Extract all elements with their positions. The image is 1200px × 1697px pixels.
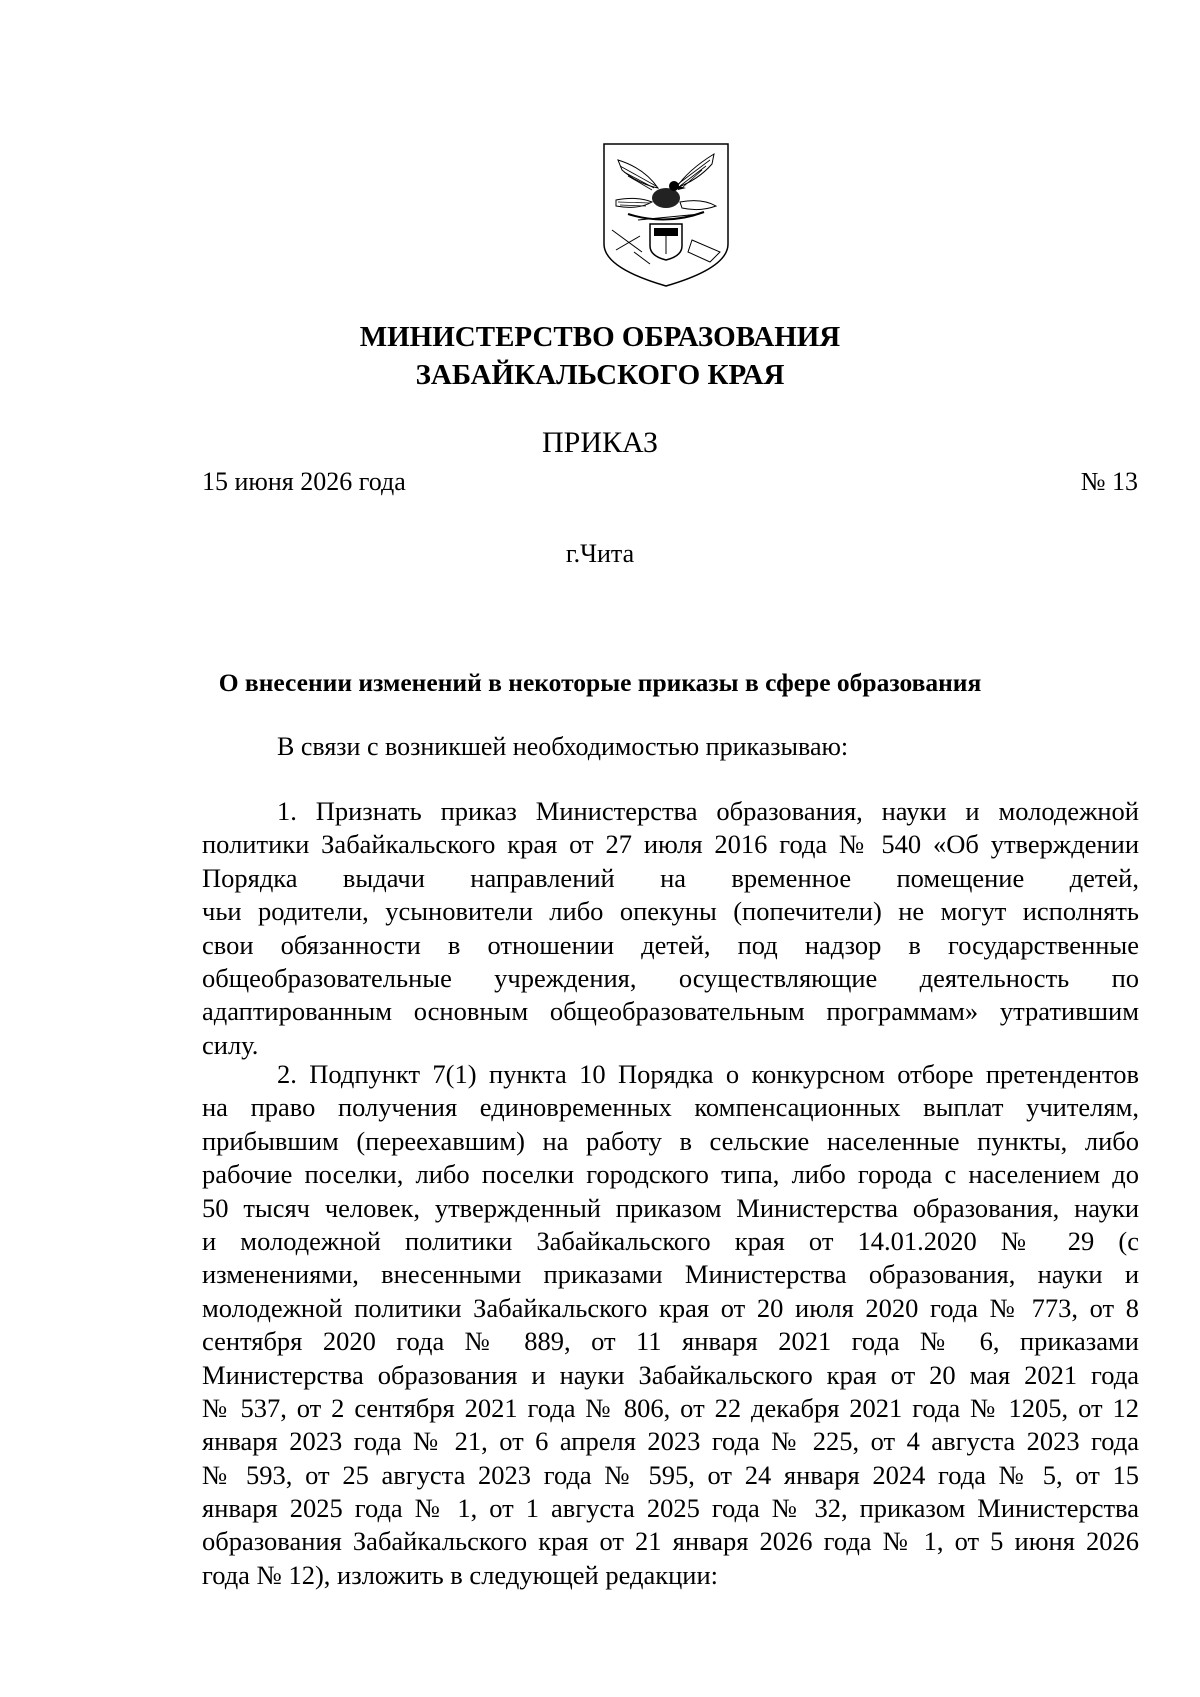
paragraph-line: № 593, от 25 августа 2023 года № 595, от 24 января 2024 года № 5, от 15 [202, 1459, 1139, 1490]
paragraph-line: 2. Подпункт 7(1) пункта 10 Порядка о конкурсном отборе претендентов [277, 1059, 1139, 1089]
paragraph-line: 1. Признать приказ Министерства образования, науки и молодежной [277, 796, 1139, 826]
paragraph-2 [202, 1058, 1139, 1592]
document-title: О внесении изменений в некоторые приказы в сфере образования [218, 668, 982, 697]
document-city: г.Чита [565, 539, 635, 568]
paragraph-line: на право получения единовременных компенсационных выплат учителям, [202, 1092, 1139, 1123]
paragraph-line: политики Забайкальского края от 27 июля 2016 года № 540 «Об утверждении [202, 829, 1139, 860]
ministry-name-line2: ЗАБАЙКАЛЬСКОГО КРАЯ [415, 359, 785, 391]
ministry-name-line1: МИНИСТЕРСТВО ОБРАЗОВАНИЯ [359, 321, 841, 353]
document-date: 15 июня 2026 года [202, 467, 406, 496]
paragraph-line: января 2023 года № 21, от 6 апреля 2023 года № 225, от 4 августа 2023 года [202, 1426, 1139, 1457]
paragraph-line: рабочие поселки, либо поселки городского типа, либо города с населением до [202, 1159, 1139, 1190]
paragraph-line: и молодежной политики Забайкальского края от 14.01.2020 № 29 (с [202, 1225, 1139, 1256]
intro-text: В связи с возникшей необходимостью приказываю: [277, 732, 849, 761]
document-number: № 13 [1080, 467, 1138, 496]
paragraph-line: 50 тысяч человек, утвержденный приказом Министерства образования, науки [202, 1192, 1139, 1223]
paragraph-line: адаптированным основным общеобразовательным программам» утратившим [202, 996, 1139, 1027]
coat-of-arms-emblem [598, 140, 734, 290]
paragraph-line: образования Забайкальского края от 21 января 2026 года № 1, от 5 июня 2026 [202, 1526, 1139, 1557]
paragraph-1 [202, 795, 1139, 1062]
paragraph-line: силу. [202, 1029, 259, 1060]
paragraph-line: молодежной политики Забайкальского края от 20 июля 2020 года № 773, от 8 [202, 1292, 1139, 1323]
paragraph-line: января 2025 года № 1, от 1 августа 2025 года № 32, приказом Министерства [202, 1493, 1139, 1524]
paragraph-line: свои обязанности в отношении детей, под надзор в государственные [202, 929, 1139, 960]
paragraph-line: общеобразовательные учреждения, осуществляющие деятельность по [202, 962, 1139, 993]
paragraph-line: чьи родители, усыновители либо опекуны (попечители) не могут исполнять [202, 896, 1139, 927]
paragraph-line: Порядка выдачи направлений на временное помещение детей, [202, 862, 1139, 893]
paragraph-line: изменениями, внесенными приказами Министерства образования, науки и [202, 1259, 1139, 1290]
document-type: ПРИКАЗ [542, 426, 658, 459]
paragraph-line: года № 12), изложить в следующей редакции: [202, 1559, 719, 1590]
paragraph-line: сентября 2020 года № 889, от 11 января 2021 года № 6, приказами [202, 1326, 1139, 1357]
paragraph-line: № 537, от 2 сентября 2021 года № 806, от 22 декабря 2021 года № 1205, от 12 [202, 1392, 1139, 1423]
paragraph-line: Министерства образования и науки Забайкальского края от 20 мая 2021 года [202, 1359, 1139, 1390]
paragraph-line: прибывшим (переехавшим) на работу в сельские населенные пункты, либо [202, 1125, 1139, 1156]
